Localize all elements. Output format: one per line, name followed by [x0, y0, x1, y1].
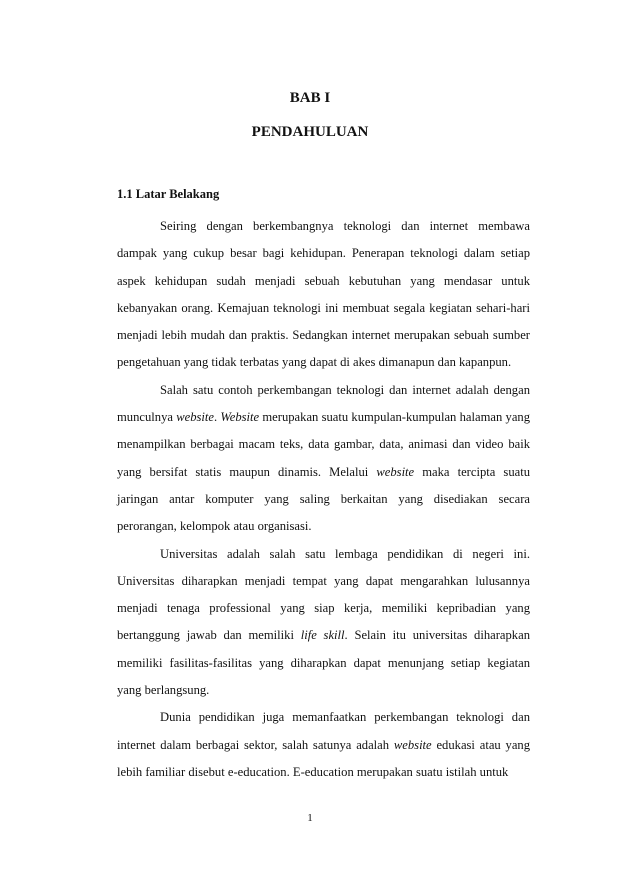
paragraph-3: [117, 541, 530, 705]
paragraph-2-text-d: maka tercipta suatu jaringan antar komputer yang saling berkaitan yang disediakan secara perorangan, kelompok atau organisasi.: [117, 464, 531, 534]
paragraph-2-text-a: Salah satu contoh perkembangan teknologi dan internet adalah dengan munculnya: [117, 382, 530, 425]
paragraph-2-text-b: .: [214, 410, 221, 425]
paragraph-3-italic-1: life skill: [300, 628, 345, 643]
paragraph-2-text-c: merupakan suatu kumpulan-kumpulan halaman yang menampilkan berbagai macam teks, data gambar, data, animasi dan video baik yang bersifat statis maupun dinamis. Melalui: [117, 410, 531, 479]
paragraph-1: Seiring dengan berkembangnya teknologi dan internet membawa dampak yang cukup besar bagi kehidupan. Penerapan teknologi dalam setiap aspek kehidupan sudah menjadi sebuah kebutuhan yang mendasar untuk kebanyakan orang. Kemajuan teknologi ini membuat segala kegiatan sehari-hari menjadi lebih mudah dan praktis. Sedangkan internet merupakan sebuah sumber pengetahuan yang tidak terbatas yang dapat di akes dimanapun dan kapanpun.: [117, 219, 530, 370]
paragraph-4: [117, 704, 530, 786]
chapter-number: BAB I: [289, 90, 331, 106]
paragraph-4-italic-1: website: [393, 737, 432, 752]
paragraph-3-text-b: . Selain itu universitas diharapkan memiliki fasilitas-fasilitas yang diharapkan dapat menunjang setiap kegiatan yang berlangsung.: [117, 628, 530, 698]
body-text: [117, 213, 530, 786]
paragraph-2-italic-3: website: [376, 464, 415, 479]
section-heading: 1.1 Latar Belakang: [117, 187, 220, 201]
paragraph-4-text-a: Dunia pendidikan juga memanfaatkan perkembangan teknologi dan internet dalam berbagai sektor, salah satunya adalah: [117, 710, 530, 752]
paragraph-2-italic-1: website: [176, 410, 214, 425]
chapter-title: PENDAHULUAN: [251, 124, 369, 140]
paragraph-3-text-a: Universitas adalah salah satu lembaga pendidikan di negeri ini. Universitas diharapkan menjadi tempat yang dapat mengarahkan lulusannya menjadi tenaga professional yang siap kerja, memiliki kepribadian yang bertanggung jawab dan memiliki: [117, 546, 530, 643]
page-number: 1: [307, 812, 313, 824]
paragraph-2: [117, 377, 530, 541]
paragraph-4-text-b: edukasi atau yang lebih familiar disebut e-education. E-education merupakan suatu istilah untuk: [117, 737, 531, 779]
paragraph-2-italic-2: Website: [220, 410, 260, 425]
